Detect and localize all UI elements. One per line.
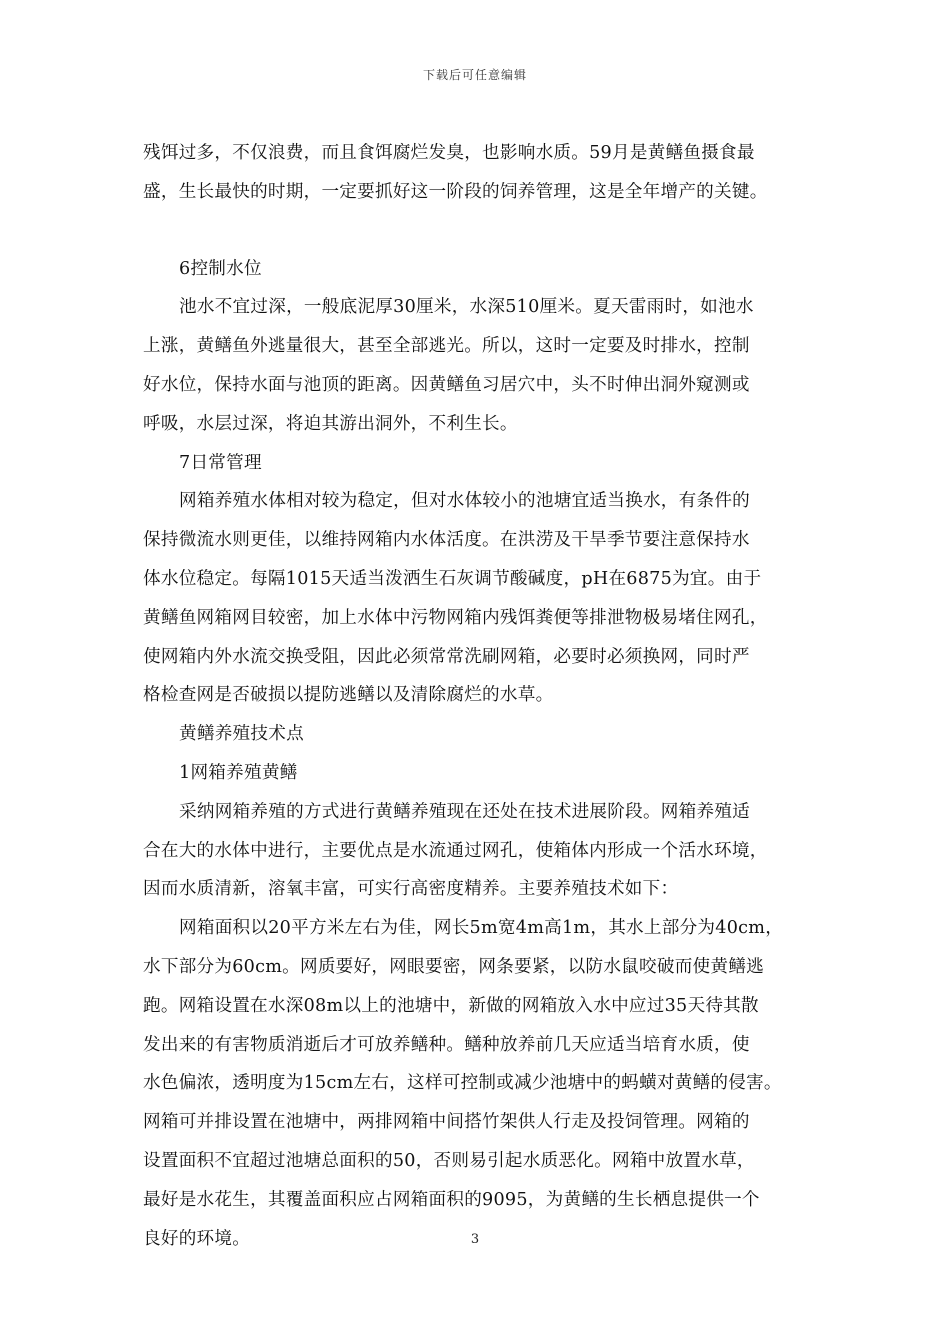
- text-line: 设置面积不宜超过池塘总面积的50，否则易引起水质恶化。网箱中放置水草，: [143, 1150, 755, 1171]
- text-line: 体水位稳定。每隔1015天适当泼洒生石灰调节酸碱度，pH在6875为宜。由于: [143, 568, 762, 589]
- text-line: 跑。网箱设置在水深08m以上的池塘中，新做的网箱放入水中应过35天待其散: [143, 995, 759, 1016]
- section-heading: [143, 715, 813, 754]
- text-line: 水下部分为60cm。网质要好，网眼要密，网条要紧，以防水鼠咬破而使黄鳝逃: [143, 956, 764, 977]
- text-line: 网箱可并排设置在池塘中，两排网箱中间搭竹架供人行走及投饲管理。网箱的: [143, 1112, 750, 1133]
- text-line: 呼吸，水层过深，将迫其游出洞外，不利生长。: [143, 413, 518, 434]
- spacer: [143, 212, 813, 250]
- document-body: [143, 134, 813, 1258]
- text-line: 黄鳝鱼网箱网目较密，加上水体中污物网箱内残饵粪便等排泄物极易堵住网孔，: [143, 607, 768, 628]
- text-line: 残饵过多，不仅浪费，而且食饵腐烂发臭，也影响水质。59月是黄鳝鱼摄食最: [143, 143, 755, 163]
- text-line: 合在大的水体中进行，主要优点是水流通过网孔，使箱体内形成一个活水环境，: [143, 840, 768, 861]
- heading-text: 黄鳝养殖技术点: [179, 724, 304, 745]
- text-line: 网箱面积以20平方米左右为佳，网长5m宽4m高1m，其水上部分为40cm，: [179, 918, 784, 939]
- text-line: 格检查网是否破损以提防逃鳝以及清除腐烂的水草。: [143, 685, 554, 706]
- text-line: 采纳网箱养殖的方式进行黄鳝养殖现在还处在技术进展阶段。网箱养殖适: [179, 801, 751, 822]
- text-line: 使网箱内外水流交换受阻，因此必须常常洗刷网箱，必要时必须换网，同时严: [143, 646, 750, 667]
- paragraph: [143, 134, 813, 212]
- section-heading: [143, 444, 813, 483]
- text-line: 好水位，保持水面与池顶的距离。因黄鳝鱼习居穴中，头不时伸出洞外窥测或: [143, 374, 750, 395]
- text-line: 网箱养殖水体相对较为稳定，但对水体较小的池塘宜适当换水，有条件的: [179, 491, 751, 512]
- heading-text: 1网箱养殖黄鳝: [179, 762, 298, 783]
- page-header: 下载后可任意编辑: [422, 68, 527, 82]
- text-line: 池水不宜过深，一般底泥厚30厘米，水深510厘米。夏天雷雨时，如池水: [179, 297, 754, 318]
- paragraph: [143, 482, 813, 715]
- page-number: 3: [470, 1232, 480, 1247]
- text-line: 发出来的有害物质消逝后才可放养鳝种。鳝种放养前几天应适当培育水质，使: [143, 1034, 750, 1055]
- section-heading: [143, 250, 813, 289]
- text-line: 良好的环境。: [143, 1228, 251, 1249]
- text-line: 因而水质清新，溶氧丰富，可实行高密度精养。主要养殖技术如下：: [143, 879, 679, 900]
- heading-text: 6控制水位: [179, 258, 262, 279]
- text-line: 最好是水花生，其覆盖面积应占网箱面积的9095，为黄鳝的生长栖息提供一个: [143, 1189, 760, 1210]
- text-line: 上涨，黄鳝鱼外逃量很大，甚至全部逃光。所以，这时一定要及时排水，控制: [143, 336, 750, 357]
- paragraph: [143, 793, 813, 909]
- heading-text: 7日常管理: [179, 452, 262, 473]
- text-line: 盛，生长最快的时期，一定要抓好这一阶段的饲养管理，这是全年增产的关键。: [143, 181, 768, 202]
- section-heading: [143, 754, 813, 793]
- text-line: 水色偏浓，透明度为15cm左右，这样可控制或减少池塘中的蚂蟥对黄鳝的侵害。: [143, 1073, 782, 1094]
- paragraph: [143, 909, 813, 1258]
- paragraph: [143, 288, 813, 443]
- text-line: 保持微流水则更佳，以维持网箱内水体活度。在洪涝及干旱季节要注意保持水: [143, 530, 750, 551]
